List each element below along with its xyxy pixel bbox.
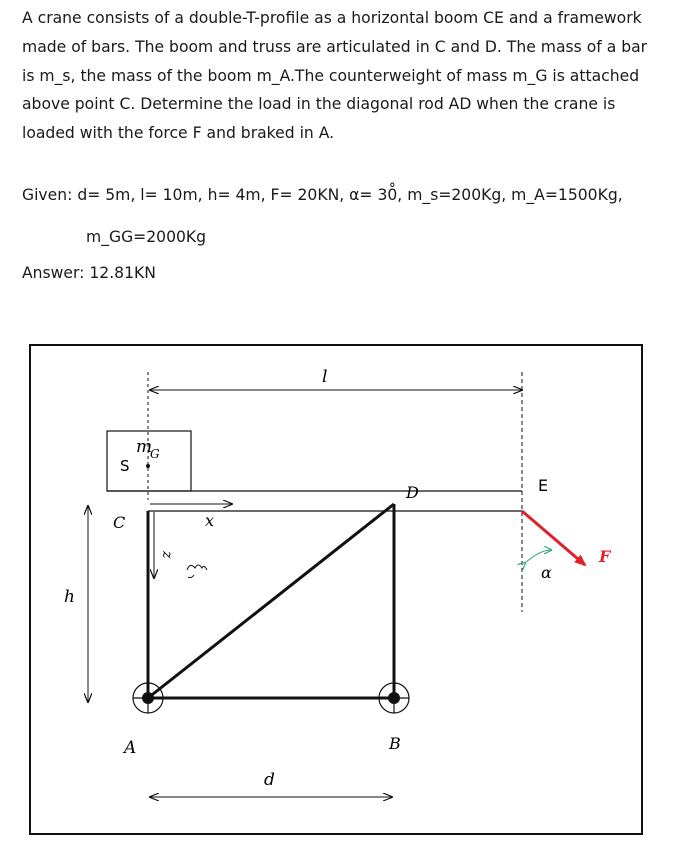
label-mG: m: [136, 437, 153, 457]
alpha-arc: [525, 550, 551, 563]
label-z: z: [159, 551, 175, 559]
label-alpha: α: [541, 563, 552, 582]
rotation-symbol: [187, 565, 207, 570]
label-e: E: [538, 476, 549, 495]
label-l: l: [322, 367, 328, 387]
force-f-arrow: [522, 511, 585, 565]
bar-ad: [148, 504, 394, 698]
answer-text: Answer: 12.81KN: [22, 264, 156, 282]
problem-text: A crane consists of a double-T-profile as a horizontal boom CE and a framework made of bars. The boom and truss are articulated in C and D. The mass of a bar is m_s, the mass of the boom m_A.The counterweight of mass m_G is attached above point C. Determine the load in the diagonal rod AD when the crane is loaded with the force F and braked in A.: [22, 9, 648, 143]
label-c: C: [113, 513, 126, 532]
center-of-mass-dot: [146, 464, 150, 468]
label-b: B: [389, 734, 401, 753]
label-s: S: [120, 457, 130, 475]
label-h: h: [64, 587, 75, 607]
given-line-2: m_GG=2000Kg: [86, 228, 207, 246]
label-f: F: [599, 547, 611, 566]
given-line-1: Given: d= 5m, l= 10m, h= 4m, F= 20KN, α= 30̊, m_s=200Kg, m_A=1500Kg,: [22, 186, 623, 204]
label-d-dimension: d: [264, 770, 275, 790]
label-a: A: [124, 738, 137, 758]
rotation-symbol-tail: [188, 575, 194, 578]
label-d-point: D: [406, 483, 419, 502]
label-mG-sub: G: [150, 447, 160, 461]
label-x: x: [205, 511, 215, 530]
